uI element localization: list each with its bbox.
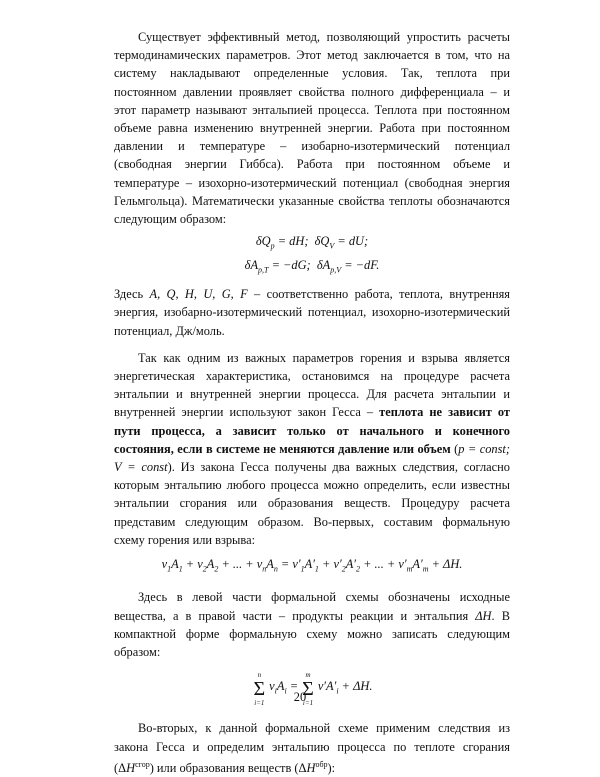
page-body bbox=[114, 28, 510, 777]
paragraph-consequences: Во-вторых, к данной формальной схеме применим следствия из закона Гесса и определим энтальпию процесса по теплоте сгорания $(\Delta H^{сгор})$ или образования веществ $(\Delta H^{обр})$: bbox=[114, 721, 510, 775]
page-number: 20 bbox=[293, 690, 307, 704]
formula-heat-line: $\delta Q_p$ = dH; $\delta Q_V$ = dU; bbox=[255, 234, 369, 251]
paragraph-hess-law: Так как одним из важных параметров горения и взрыва является энергетическая характеристика, остановимся на процедуре расчета энтальпии и внутренней энергии процесса. Для расчета энтальпии и внутренней энергии используют закон Гесса – теплота не зависит от пути процесса, а зависит только от начального и конечного состояния, если в системе не меняются давление или объем (p = const; V = const). Из закона Гесса получены два важных следствия, согласно которым энтальпию любого процесса можно определить, если известны энтальпии сгорания или образования веществ. Процедуру расчета представим следующим образом. Во-первых, составим формальную схему горения или взрыва: bbox=[114, 350, 510, 547]
sum-symbol-right: m Σ i=1 bbox=[302, 671, 314, 708]
hess-law-condition: p = const; V = const bbox=[114, 441, 510, 474]
sum-symbol-left: n Σ i=1 bbox=[253, 671, 266, 708]
sum-left-body: $\nu_iA_i$ = bbox=[269, 679, 299, 696]
hess-law-statement: теплота не зависит от пути процесса, а зависит только от начального и конечного состояния, если в системе не меняются давление или объем bbox=[114, 405, 510, 456]
variable-list: A, Q, H, U, G, F bbox=[149, 287, 248, 302]
formula-reaction-scheme: $\nu_1A_1 + \nu_2A_2$ + ... + $\nu_nA_n = \nu'_1A'_1 + \nu'_2A'_2$ + ... + $\nu'_mA'_m + \Delta H$. bbox=[161, 557, 463, 574]
sum-right-body: $\nu'A'_i + \Delta H$. bbox=[317, 679, 373, 696]
paragraph-scheme-explanation: Здесь в левой части формальной схемы обозначены исходные вещества, а в правой части – продукты реакции и энтальпия ΔH. В компактной форме формальную схему можно записать следующим образом: bbox=[114, 590, 510, 660]
paragraph-intro: Существует эффективный метод, позволяющий упростить расчеты термодинамических параметров. Этот метод заключается в том, что на систему накладывают определенные условия. Так, теплота при постоянном давлении проявляет свойства полного дифференциала – и этот параметр называют энтальпией процесса. Теплота при постоянном объеме равна изменению внутренней энергии. Работа при постоянном давлении и температуре – изобарно-изотермический потенциал (свободная энергии Гиббса). Работа при постоянном объеме и температуре – изохорно-изотермический потенциал (свободная энергия Гельмгольца). Математически указанные свойства теплоты обозначаются следующим образом: bbox=[114, 30, 510, 227]
paragraph-definitions: Здесь A, Q, H, U, G, F – соответственно работа, теплота, внутренняя энергия, изобарно-изотермический потенциал, изохорно-изотермический потенциал, Дж/моль. bbox=[114, 287, 510, 338]
formula-work-line: $\delta A_{p,T} = -dG$; $\delta A_{p,V} = -dF$. bbox=[244, 257, 380, 275]
